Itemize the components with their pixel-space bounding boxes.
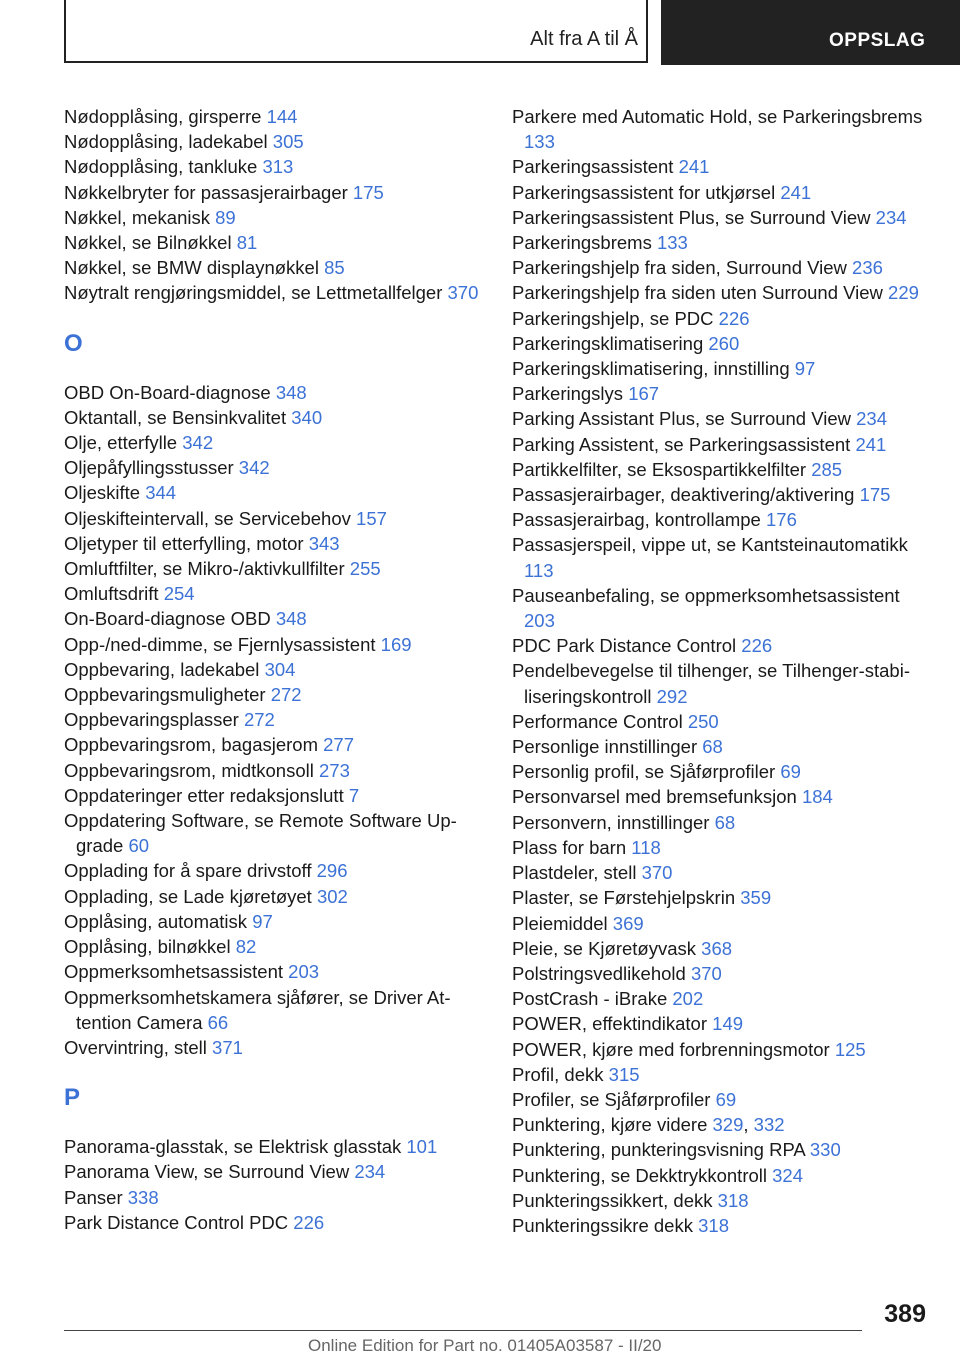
index-entry-term: Oppmerksomhetskamera sjåfører, se Driver Attention Camera [64,986,451,1033]
index-entry-term: Oppmerksomhetsassistent [64,961,284,983]
index-entry [64,632,484,657]
index-entry [512,835,932,860]
index-entry-term: Omluftsdrift [64,583,159,605]
index-entry-term: Parkeringshjelp fra siden uten Surround View [512,282,883,304]
index-entry-term: Nøkkel, mekanisk [64,206,210,228]
index-entry [64,581,484,606]
index-entry [512,1037,932,1062]
index-entry-term: Punktering, punkteringsvisning RPA [512,1139,805,1161]
page-ref-link[interactable]: 343 [308,532,340,554]
index-entry [512,255,932,280]
index-entry-term: Opplåsing, automatisk [64,910,248,932]
index-entry [512,381,932,406]
index-entry [64,230,484,255]
index-entry [64,707,484,732]
page-ref-link[interactable]: 241 [678,156,710,178]
index-entry-term: Nødopplåsing, ladekabel [64,131,268,153]
page-ref-link[interactable]: 272 [270,684,302,706]
index-entry [64,455,484,480]
index-entry [64,606,484,631]
page-ref-link[interactable]: 101 [406,1136,438,1158]
index-entry [512,734,932,759]
index-entry-term: Nøytralt rengjøringsmiddel, se Lettmetallfelger [64,282,443,304]
index-entry-term: Passasjerairbag, kontrollampe [512,509,761,531]
page-ref-link[interactable]: 113 [524,559,554,581]
page-ref-link[interactable]: 340 [291,406,323,428]
index-entry [64,205,484,230]
index-entry [64,758,484,783]
index-entry-term: Oljepåfyllingsstusser [64,457,234,479]
page-ref-link[interactable]: 144 [266,106,298,127]
page-ref-link[interactable]: 118 [631,836,661,858]
page-ref-link[interactable]: 329 [712,1114,744,1136]
index-entry-term: Punktering, kjøre videre [512,1114,708,1136]
index-entry [64,1134,484,1159]
index-entry-term: Partikkelfilter, se Eksospartikkelfilter [512,458,807,480]
page-ref-link[interactable]: 277 [323,734,355,756]
index-entry [64,280,484,305]
index-entry [64,430,484,455]
index-entry [512,230,932,255]
index-entry-term: Overvintring, stell [64,1036,207,1058]
index-column-right [512,104,932,1238]
index-entry [64,732,484,757]
page-ref-link[interactable]: 318 [698,1214,729,1236]
index-entry-term: OBD On-Board-diagnose [64,381,271,403]
index-entry-term: Passasjerspeil, vippe ut, se Kantsteinautomatikk [512,534,908,556]
index-entry-term: Pleiemiddel [512,912,608,934]
index-entry-term: Oppdateringer etter redaksjonslutt [64,784,344,806]
page-ref-link[interactable]: 302 [316,885,348,907]
index-entry [64,180,484,205]
index-entry [512,280,932,305]
index-entry [64,858,484,883]
index-entry-term: Punktering, se Dekktrykkontroll [512,1164,767,1186]
index-entry-term: Personvarsel med bremsefunksjon [512,786,797,808]
chapter-tab [661,0,960,65]
index-entry [512,709,932,734]
page-ref-link[interactable]: 69 [715,1088,737,1110]
index-entry-term: Punkteringssikkert, dekk [512,1189,713,1211]
page-ref-link[interactable]: 89 [215,206,236,228]
index-entry-term: Nødopplåsing, tankluke [64,156,258,178]
page-ref-link[interactable]: 272 [243,709,275,731]
index-entry-term: Oktantall, se Bensinkvalitet [64,406,287,428]
index-entry [64,531,484,556]
index-entry-term: Plastdeler, stell [512,862,637,884]
index-entry [512,154,932,179]
index-entry [512,306,932,331]
index-entry [512,457,932,482]
index-entry: Punktering, kjøre videre 329, 332 [512,1114,785,1136]
index-entry-term: Panorama View, se Surround View [64,1161,350,1183]
index-entry-term: Nøkkelbryter for passasjerairbager [64,181,348,203]
index-entry [64,1159,484,1184]
page-ref-link[interactable]: 236 [852,257,883,279]
index-entry [512,911,932,936]
page-ref-link[interactable]: 82 [235,936,257,958]
index-entry-term: POWER, kjøre med forbrenningsmotor [512,1038,830,1060]
page-ref-link[interactable]: 234 [875,206,907,228]
page-ref-link[interactable]: 296 [316,860,348,882]
page-ref-link[interactable]: 332 [753,1114,785,1136]
index-entry [64,682,484,707]
page-ref-link[interactable]: 226 [741,635,773,657]
page-ref-link[interactable]: 167 [628,383,660,405]
index-entry [512,961,932,986]
page-ref-link[interactable]: 318 [717,1189,749,1211]
index-entry [64,104,484,129]
index-entry-term: Oppbevaring, ladekabel [64,658,260,680]
index-entry [512,583,932,633]
page-ref-link[interactable]: 370 [447,282,479,304]
index-entry-term: Opplading for å spare drivstoff [64,860,312,882]
index-entry-term: Parking Assistent, se Parkeringsassistent [512,433,851,455]
index-entry-term: Opp-/ned-dimme, se Fjernlysassistent [64,633,376,655]
index-entry-term: Parkeringshjelp, se PDC [512,307,714,329]
index-entry-term: Parkeringsassistent for utkjørsel [512,181,776,203]
index-entry-term: Performance Control [512,710,683,732]
index-entry-term: Oppbevaringsrom, midtkonsoll [64,759,314,781]
page-ref-link[interactable]: 241 [780,181,812,203]
index-entry-term: Olje, etterfylle [64,432,178,454]
index-entry-term: Parkere med Automatic Hold, se Parkeringsbrems [512,106,923,127]
page-ref-link[interactable]: 234 [354,1161,386,1183]
index-entry-term: Parkeringslys [512,383,624,405]
page-ref-link[interactable]: 371 [212,1036,243,1058]
index-entry [64,480,484,505]
index-entry [512,1087,932,1112]
index-entry-term: Parking Assistant Plus, se Surround View [512,408,851,430]
index-entry [512,180,932,205]
page-ref-link[interactable]: 344 [145,482,177,504]
page-ref-link[interactable]: 60 [128,835,150,857]
page-ref-link[interactable]: 330 [809,1139,841,1161]
index-entry [512,1188,932,1213]
index-entry-term: PostCrash - iBrake [512,988,668,1010]
page-ref-link[interactable]: 234 [856,408,888,430]
index-entry-term: Plaster, se Førstehjelpskrin [512,887,736,909]
index-entry-term: Pauseanbefaling, se oppmerksomhetsassistent [512,584,900,606]
page-ref-link[interactable]: 69 [780,761,801,783]
index-entry [64,985,484,1035]
index-entry [512,356,932,381]
index-entry [512,507,932,532]
page-number: 389 [884,1300,926,1328]
page-ref-link[interactable]: 348 [275,608,307,630]
page-ref-link[interactable]: 68 [702,736,723,758]
page-ref-link[interactable]: 370 [641,862,673,884]
index-entry [64,380,484,405]
index-entry [64,959,484,984]
page-ref-link[interactable]: 97 [794,358,816,380]
page-ref-link[interactable]: 342 [238,457,270,479]
index-entry [64,506,484,531]
chapter-tab-label: OPPSLAG [829,30,926,51]
page-ref-link[interactable]: 125 [834,1038,866,1060]
index-entry-term: Opplading, se Lade kjøretøyet [64,885,312,907]
index-entry [512,784,932,809]
index-entry [64,405,484,430]
index-entry-term: Nøkkel, se Bilnøkkel [64,232,232,254]
index-letter-heading: O [64,329,83,357]
index-entry-term: Pleie, se Kjøretøyvask [512,937,697,959]
index-entry [64,934,484,959]
index-entry-term: Oppbevaringsrom, bagasjerom [64,734,318,756]
index-entry [64,884,484,909]
page-ref-link[interactable]: 342 [182,432,214,454]
page-ref-link[interactable]: 359 [740,887,772,909]
index-entry [512,759,932,784]
index-entry [64,808,484,858]
index-entry-term: Parkeringsassistent [512,156,674,178]
index-entry-term: Personlige innstillinger [512,736,698,758]
footer-edition: Online Edition for Part no. 01405A03587 - II/20 [308,1336,662,1355]
index-entry-term: Personlig profil, se Sjåførprofiler [512,761,776,783]
page-ref-link[interactable]: 226 [293,1211,325,1233]
page-ref-link[interactable]: 285 [811,458,843,480]
index-entry-term: Oljeskifte [64,482,141,504]
index-entry [512,986,932,1011]
index-entry [64,556,484,581]
page-ref-link[interactable]: 68 [714,811,736,833]
page-ref-link[interactable]: 175 [859,484,891,506]
page-ref-link[interactable]: 226 [718,307,750,329]
section-title: Alt fra A til Å [530,28,638,50]
index-entry-term: POWER, effektindikator [512,1013,708,1035]
index-entry [512,1213,932,1238]
page-ref-link[interactable]: 203 [288,961,320,983]
index-entry-term: Oppdatering Software, se Remote Software Upgrade [64,810,457,857]
index-entry-term: Parkeringsklimatisering, innstilling [512,358,790,380]
index-entry-term: On-Board-diagnose OBD [64,608,271,630]
page-ref-link[interactable]: 133 [524,131,555,153]
index-entry [64,129,484,154]
index-entry-term: Passasjerairbager, deaktivering/aktivering [512,484,855,506]
index-column-left [64,104,484,1235]
index-entry [64,1035,484,1060]
index-entry-term: Omluftfilter, se Mikro-/aktivkullfilter [64,558,345,580]
page-ref-link[interactable]: 157 [356,507,387,529]
page-ref-link[interactable]: 368 [701,937,733,959]
index-entry [64,909,484,934]
page-ref-link[interactable]: 149 [712,1013,744,1035]
page-ref-link[interactable]: 260 [708,332,740,354]
index-entry [64,657,484,682]
index-entry [512,810,932,835]
index-entry [64,255,484,280]
page-ref-link[interactable]: 305 [272,131,304,153]
page-ref-link[interactable]: 338 [127,1186,159,1208]
page-ref-link[interactable]: 315 [608,1063,640,1085]
page-ref-link[interactable]: 229 [888,282,919,304]
page-ref-link[interactable]: 85 [324,257,345,279]
index-entry-term: Parkeringshjelp fra siden, Surround View [512,257,847,279]
index-entry [512,1011,932,1036]
index-entry [512,658,932,708]
index-entry [512,633,932,658]
index-entry [512,532,932,582]
page-ref-link[interactable]: 133 [656,232,688,254]
index-entry-term: Profiler, se Sjåførprofiler [512,1088,711,1110]
page-ref-link[interactable]: 250 [687,710,719,732]
page-ref-link[interactable]: 241 [855,433,887,455]
index-entry [512,482,932,507]
page-ref-link[interactable]: 254 [163,583,195,605]
index-entry [64,1185,484,1210]
page-ref-link[interactable]: 7 [348,784,360,806]
index-entry-term: Oppbevaringsmuligheter [64,684,266,706]
index-entry-term: Profil, dekk [512,1063,604,1085]
index-entry [512,331,932,356]
index-entry-term: Park Distance Control PDC [64,1211,289,1233]
index-entry-term: Opplåsing, bilnøkkel [64,936,231,958]
index-entry [512,104,932,154]
index-entry [64,783,484,808]
index-entry [512,406,932,431]
page-ref-link[interactable]: 292 [656,685,688,707]
index-entry [64,154,484,179]
index-entry-term: Panser [64,1186,123,1208]
page-ref-link[interactable]: 81 [236,232,258,254]
index-entry [512,205,932,230]
page-ref-link[interactable]: 369 [612,912,644,934]
page-ref-link[interactable]: 273 [319,759,350,781]
footer-divider [64,1330,862,1331]
index-entry-term: Punkteringssikre dekk [512,1214,693,1236]
index-entry [512,936,932,961]
index-entry [512,1137,932,1162]
index-entry-term: Parkeringsassistent Plus, se Surround View [512,206,871,228]
index-entry-term: Personvern, innstillinger [512,811,710,833]
page-ref-link[interactable]: 313 [262,156,294,178]
index-letter-heading: P [64,1084,81,1112]
index-entry-term: Oljetyper til etterfylling, motor [64,532,304,554]
page-ref-link[interactable]: 348 [275,381,307,403]
page-ref-link[interactable]: 304 [264,658,296,680]
page-ref-link[interactable]: 255 [349,558,381,580]
page-ref-link[interactable]: 66 [207,1011,229,1033]
page-ref-link[interactable]: 169 [380,633,412,655]
index-entry [64,1210,484,1235]
page-ref-link[interactable]: 324 [772,1164,804,1186]
page-ref-link[interactable]: 370 [690,962,722,984]
index-entry-term: Plass for barn [512,836,627,858]
index-entry [512,1163,932,1188]
page-ref-link[interactable]: 184 [801,786,833,808]
index-entry [512,885,932,910]
index-entry-term: Panorama-glasstak, se Elektrisk glasstak [64,1136,402,1158]
page-ref-link[interactable]: 176 [766,509,797,531]
index-entry [512,860,932,885]
page-ref-link[interactable]: 203 [524,610,555,632]
index-entry-term: Oljeskifteintervall, se Servicebehov [64,507,351,529]
index-entry-term: Nøkkel, se BMW displaynøkkel [64,257,319,279]
page-ref-link[interactable]: 97 [252,910,273,932]
index-entry-term: Pendelbevegelse til tilhenger, se Tilhenger-stabiliseringskontroll [512,660,911,707]
index-entry [512,1062,932,1087]
page-ref-link[interactable]: 175 [352,181,384,203]
index-entry-term: Nødopplåsing, girsperre [64,106,262,127]
index-entry-term: Polstringsvedlikehold [512,962,686,984]
index-entry [512,432,932,457]
index-entry-term: PDC Park Distance Control [512,635,737,657]
index-entry-term: Parkeringsbrems [512,232,652,254]
page-ref-link[interactable]: 202 [672,988,704,1010]
index-entry-term: Parkeringsklimatisering [512,332,704,354]
index-entry-term: Oppbevaringsplasser [64,709,239,731]
